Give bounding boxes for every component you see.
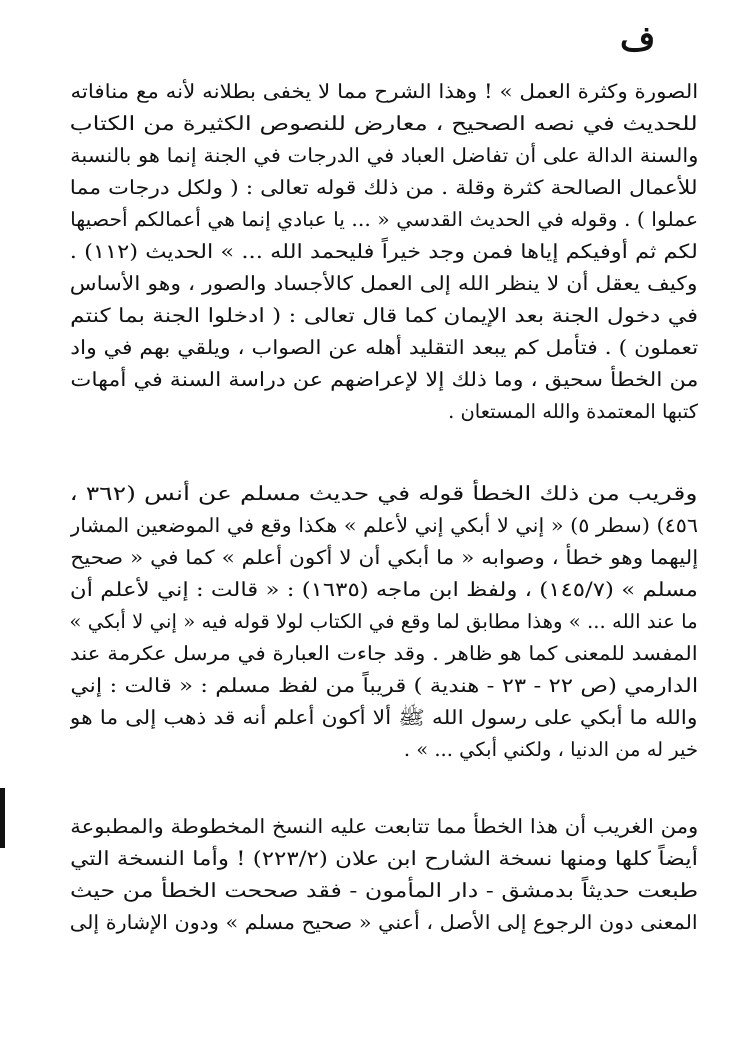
text-line: الصورة وكثرة العمل » ! وهذا الشرح مما لا يخفى بطلانه لأنه مع منافاته	[70, 80, 698, 103]
text-line: والسنة الدالة على أن تفاضل العباد في الدرجات في الجنة إنما هو بالنسبة	[70, 144, 698, 167]
text-line: خير له من الدنيا ، ولكني أبكي ... » .	[403, 738, 698, 761]
text-line: للحديث في نصه الصحيح ، معارض للنصوص الكثيرة من الكتاب	[70, 112, 698, 135]
text-line: الدارمي (ص ٢٢ - ٢٣ - هندية ) قريباً من لفظ مسلم : « قالت : إني	[70, 674, 698, 697]
paragraph-2	[70, 478, 698, 766]
scan-margin-mark	[0, 788, 5, 848]
text-line: المعنى دون الرجوع إلى الأصل ، أعني « صحيح مسلم » ودون الإشارة إلى	[70, 911, 698, 934]
text-line: تعملون ) . فتأمل كم يبعد التقليد أهله عن الصواب ، ويلقي بهم في واد	[70, 336, 698, 359]
text-line: لكم ثم أوفيكم إياها فمن وجد خيراً فليحمد الله ... » الحديث (١١٢) .	[70, 240, 698, 263]
text-line: والله ما أبكي على رسول الله ﷺ ألا أكون أعلم أنه قد ذهب إلى ما هو	[70, 706, 698, 729]
text-line: المفسد للمعنى كما هو ظاهر . وقد جاءت العبارة في مرسل عكرمة عند	[70, 642, 698, 665]
text-line: وكيف يعقل أن لا ينظر الله إلى العمل كالأجساد والصور ، وهو الأساس	[70, 272, 698, 295]
text-line: ما عند الله ... » وهذا مطابق لما وقع في الكتاب لولا قوله فيه « إني لا أبكي »	[70, 610, 698, 633]
text-line: أيضاً كلها ومنها نسخة الشارح ابن علان (٢٢٣/٢) ! وأما النسخة التي	[70, 847, 698, 870]
text-line: إليهما وهو خطأ ، وصوابه « ما أبكي أن لا أكون أعلم » كما في « صحيح	[70, 546, 698, 569]
text-line: للأعمال الصالحة كثرة وقلة . من ذلك قوله تعالى : ( ولكل درجات مما	[70, 176, 698, 199]
text-line: كتبها المعتمدة والله المستعان .	[448, 400, 698, 423]
text-line: ٤٥٦) (سطر ٥) « إني لا أبكي إني لأعلم » هكذا وقع في الموضعين المشار	[70, 514, 698, 537]
text-line: من الخطأ سحيق ، وما ذلك إلا لإعراضهم عن دراسة السنة في أمهات	[70, 368, 698, 391]
text-line: مسلم » (١٤٥/٧) ، ولفظ ابن ماجه (١٦٣٥) : « قالت : إني لأعلم أن	[70, 578, 698, 601]
page-marker: ف	[620, 19, 656, 59]
text-line: ومن الغريب أن هذا الخطأ مما تتابعت عليه النسخ المخطوطة والمطبوعة	[70, 815, 698, 838]
text-line: في دخول الجنة بعد الإيمان كما قال تعالى : ( ادخلوا الجنة بما كنتم	[70, 304, 698, 327]
text-line: عملوا ) . وقوله في الحديث القدسي « ... يا عبادي إنما هي أعمالكم أحصيها	[70, 208, 698, 231]
paragraph-3	[70, 811, 698, 939]
text-line: وقريب من ذلك الخطأ قوله في حديث مسلم عن أنس (٣٦٢ ،	[70, 482, 698, 505]
paragraph-1	[70, 76, 698, 428]
text-line: طبعت حديثاً بدمشق - دار المأمون - فقد صححت الخطأ من حيث	[70, 879, 698, 902]
